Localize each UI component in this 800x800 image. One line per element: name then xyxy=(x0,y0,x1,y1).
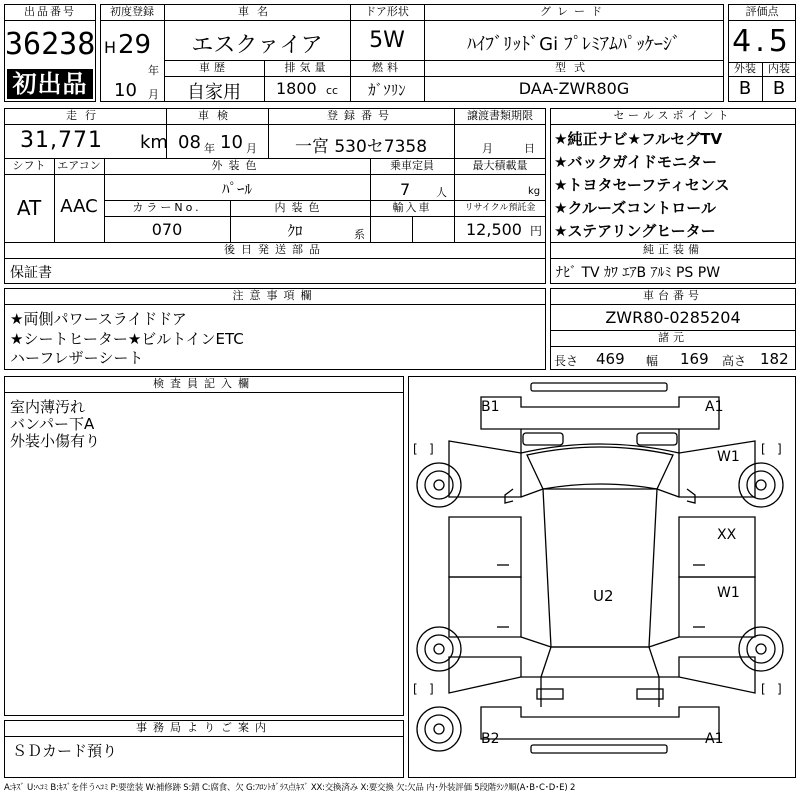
history-label: 車歴 xyxy=(199,61,229,74)
headlight-left xyxy=(523,433,563,445)
interior-color-unit: 系 xyxy=(354,228,365,241)
load-unit: kg xyxy=(528,186,541,197)
displacement: 1800 xyxy=(276,79,317,98)
inspector-label: 検査員記入欄 xyxy=(153,377,255,390)
specs-label: 諸元 xyxy=(658,331,688,344)
svg-text:]: ] xyxy=(777,682,782,696)
svg-text:[: [ xyxy=(413,682,418,696)
interior-color-label: 内装色 xyxy=(274,201,326,214)
door-type: 5W xyxy=(369,28,405,53)
capacity-unit: 人 xyxy=(436,186,447,199)
later-parts: 保証書 xyxy=(10,265,52,281)
load-label: 最大積載量 xyxy=(472,159,528,172)
sales-item: ★純正ナビ★フルセグTV xyxy=(554,130,723,148)
sales-item: ★クルーズコントロール xyxy=(554,199,716,217)
svg-text:]: ] xyxy=(777,442,782,456)
rear-body xyxy=(481,707,719,739)
lot-box xyxy=(4,4,96,102)
mark-w1-a: W1 xyxy=(717,449,740,465)
ac-label: エアコン xyxy=(57,159,101,172)
later-parts-label: 後日発送部品 xyxy=(224,243,326,256)
fuel-label: 燃料 xyxy=(372,61,402,74)
inspection-label: 車検 xyxy=(198,109,236,122)
legend: A:ｷｽﾞ U:ﾍｺﾐ B:ｷｽﾞを伴うﾍｺﾐ P:要塗装 W:補修跡 S:錆 C:腐食、欠 G:ﾌﾛﾝﾄｶﾞﾗｽ点ｷｽﾞ XX:交換済み X:要交換 欠:欠品 内･外装評価 5段階ﾗﾝｸ順(A･B･C･D･E) 2 xyxy=(4,783,576,793)
month-unit: 月 xyxy=(148,88,159,101)
lot-label: 出品番号 xyxy=(5,5,95,21)
interior-grade: B xyxy=(772,78,786,99)
sales-label: セールスポイント xyxy=(613,109,733,122)
import-label: 輸入車 xyxy=(392,201,432,214)
notes-label: 注意事項欄 xyxy=(232,289,318,302)
wheel-rear-right xyxy=(739,627,783,671)
door-label: ドア形状 xyxy=(365,5,409,18)
transfer-day-unit: 日 xyxy=(524,142,535,155)
spare-wheel xyxy=(417,707,461,751)
lot-number: 36238 xyxy=(5,27,96,62)
width: 169 xyxy=(680,350,709,368)
shift: AT xyxy=(16,196,42,220)
note-line: ★両側パワースライドドア xyxy=(10,310,187,328)
exterior-color: ﾊﾟｰﾙ xyxy=(221,180,252,198)
model: DAA-ZWR80G xyxy=(518,79,630,98)
equipment: ﾅﾋﾞ TV ｶﾜ ｴｱB ｱﾙﾐ PS PW xyxy=(556,265,721,281)
exterior-grade: B xyxy=(738,78,752,99)
svg-text:[: [ xyxy=(761,682,766,696)
office-text: ＳＤカード預り xyxy=(12,742,118,760)
height: 182 xyxy=(760,350,789,368)
first-reg-label: 初度登録 xyxy=(110,5,154,18)
mark-a1-bottom: A1 xyxy=(705,731,724,747)
chassis-number: ZWR80-0285204 xyxy=(605,308,741,327)
sales-item: ★ステアリングヒーター xyxy=(554,222,716,240)
mileage-unit: km xyxy=(140,132,168,153)
left-rear-door xyxy=(449,577,521,637)
color-no-label: カラーNo. xyxy=(132,201,202,214)
interior-label: 内装 xyxy=(768,62,790,75)
mark-xx: XX xyxy=(717,527,737,543)
grade: ﾊｲﾌﾞﾘｯﾄﾞGi ﾌﾟﾚﾐｱﾑﾊﾟｯｹｰｼﾞ xyxy=(467,34,681,55)
fuel: ｶﾞｿﾘﾝ xyxy=(368,81,406,99)
left-front-door xyxy=(449,517,521,577)
mark-a1-top: A1 xyxy=(705,399,724,415)
left-front-fender xyxy=(449,441,521,497)
height-label: 高さ xyxy=(722,354,747,368)
first-reg-month: 10 xyxy=(114,80,137,101)
insp-month-unit: 月 xyxy=(246,142,257,155)
left-rear-fender xyxy=(449,657,521,693)
car-name: エスクァイア xyxy=(191,33,323,58)
front-body xyxy=(481,397,719,429)
first-reg-year: 29 xyxy=(118,30,152,60)
width-label: 幅 xyxy=(646,354,659,368)
mark-b1: B1 xyxy=(481,399,500,415)
chassis-label: 車台番号 xyxy=(643,289,703,302)
wheel-front-right xyxy=(739,463,783,507)
grade-label: グレード xyxy=(540,5,608,18)
mileage-label: 走行 xyxy=(66,109,104,122)
inspector-line: 室内薄汚れ xyxy=(10,398,86,416)
wheel-rear-left xyxy=(417,627,461,671)
history: 自家用 xyxy=(187,82,241,103)
note-line: ハーフレザーシート xyxy=(10,349,144,367)
svg-text:]: ] xyxy=(429,442,434,456)
office-label: 事務局よりご案内 xyxy=(136,721,272,734)
exterior-label: 外装 xyxy=(734,62,756,75)
car-diagram-svg xyxy=(409,377,795,777)
insp-month: 10 xyxy=(220,132,243,153)
mark-u2: U2 xyxy=(593,587,614,605)
displacement-label: 排気量 xyxy=(284,61,330,74)
insp-year-unit: 年 xyxy=(204,142,215,155)
recycle-unit: 円 xyxy=(530,224,543,238)
color-label: 外装色 xyxy=(211,159,263,172)
ac: AAC xyxy=(60,196,98,217)
score-label: 評価点 xyxy=(745,5,779,18)
front-bumper-top xyxy=(531,383,667,391)
rear-window xyxy=(541,647,659,677)
reg-number: 一宮 530セ7358 xyxy=(294,137,428,157)
length-label: 長さ xyxy=(554,354,579,368)
first-listing-badge: 初出品 xyxy=(7,69,93,99)
era: H xyxy=(104,38,117,57)
svg-text:]: ] xyxy=(429,682,434,696)
mileage: 31,771 xyxy=(20,128,103,153)
transfer-month-unit: 月 xyxy=(482,142,493,155)
damage-diagram xyxy=(408,376,796,778)
model-label: 型式 xyxy=(555,61,593,74)
roof xyxy=(543,489,657,647)
mark-w1-b: W1 xyxy=(717,585,740,601)
interior-color: ｸﾛ xyxy=(287,222,303,240)
recycle: 12,500 xyxy=(466,220,522,239)
sales-item: ★トヨタセーフティセンス xyxy=(554,176,730,194)
length: 469 xyxy=(596,350,625,368)
inspector-line: 外装小傷有り xyxy=(10,432,101,450)
capacity: 7 xyxy=(400,180,411,199)
right-front-door xyxy=(679,517,755,577)
windshield xyxy=(527,447,673,489)
rear-bumper xyxy=(531,745,667,753)
shift-label: シフト xyxy=(12,159,46,172)
insp-year: 08 xyxy=(178,132,201,153)
svg-text:[: [ xyxy=(761,442,766,456)
displacement-unit: cc xyxy=(326,84,339,97)
wheel-front-left xyxy=(417,463,461,507)
transfer-label: 譲渡書類期限 xyxy=(467,109,533,122)
headlight-right xyxy=(637,433,677,445)
score: 4.5 xyxy=(732,24,792,59)
color-no: 070 xyxy=(151,220,183,239)
sales-item: ★バックガイドモニター xyxy=(554,153,717,171)
note-line: ★シートヒーター★ビルトインETC xyxy=(10,330,244,348)
recycle-label: リサイクル預託金 xyxy=(464,203,536,213)
reg-label: 登録番号 xyxy=(327,109,395,122)
mark-b2: B2 xyxy=(481,731,500,747)
car-name-label: 車名 xyxy=(238,5,276,18)
tailgate xyxy=(521,677,679,707)
year-unit: 年 xyxy=(148,64,159,77)
equip-label: 純正装備 xyxy=(643,243,703,256)
capacity-label: 乗車定員 xyxy=(390,159,434,172)
svg-text:[: [ xyxy=(413,442,418,456)
inspector-line: バンパー下A xyxy=(10,415,95,433)
